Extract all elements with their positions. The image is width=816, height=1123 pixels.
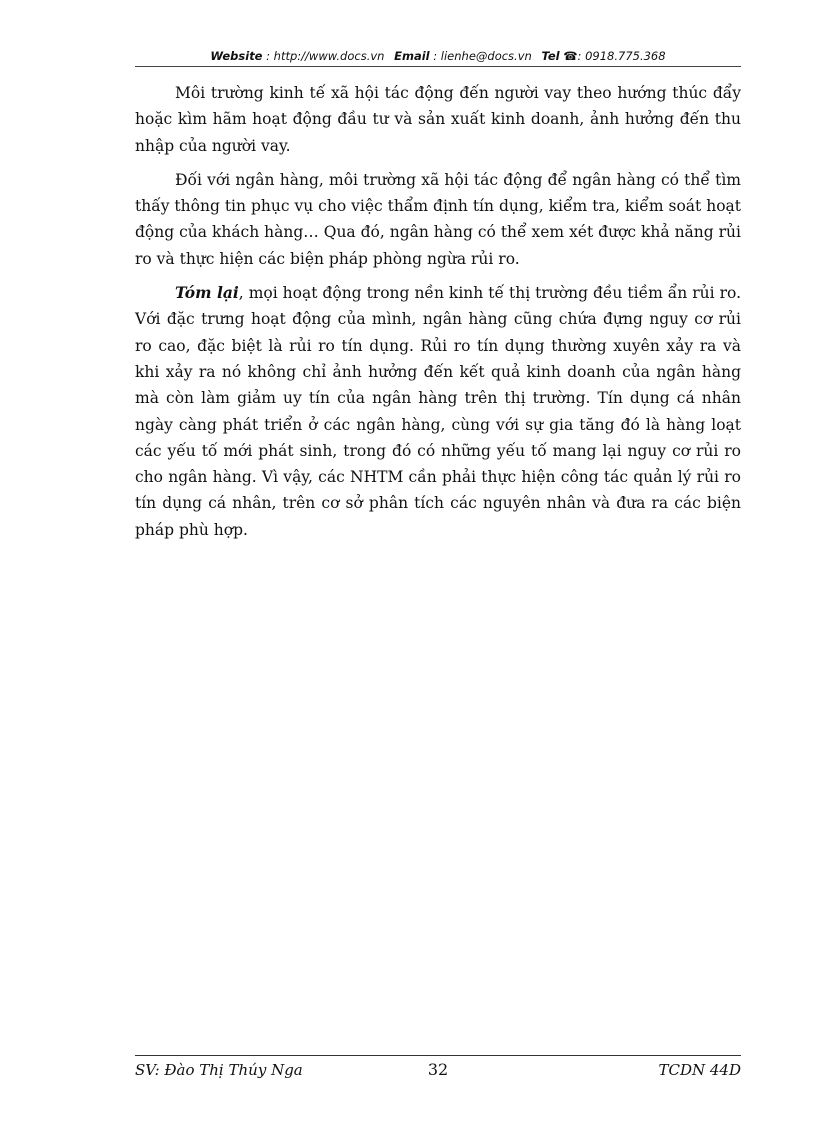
website-label: Website bbox=[210, 49, 263, 63]
paragraph-2: Đối với ngân hàng, môi trường xã hội tác động để ngân hàng có thể tìm thấy thông tin phục vụ cho việc thẩm định tín dụng, kiểm tra, kiểm soát hoạt động của khách hàng… Qua đó, ngân hàng có thể xem xét được khả năng rủi ro và thực hiện các biện pháp phòng ngừa rủi ro. bbox=[135, 170, 741, 268]
website-link[interactable]: : http://www.docs.vn bbox=[262, 49, 389, 63]
paragraph-1: Môi trường kinh tế xã hội tác động đến người vay theo hướng thúc đẩy hoặc kìm hãm hoạt động đầu tư và sản xuất kinh doanh, ảnh hưởng đến thu nhập của người vay. bbox=[135, 84, 741, 155]
tel-label: Tel bbox=[541, 49, 560, 63]
paragraph-3-text: , mọi hoạt động trong nền kinh tế thị trường đều tiềm ẩn rủi ro. Với đặc trưng hoạt động của mình, ngân hàng cũng chứa đựng nguy cơ rủi ro cao, đặc biệt là rủi ro tín dụng. Rủi ro tín dụng thường xuyên xảy ra và khi xảy ra nó không chỉ ảnh hưởng đến kết quả kinh doanh của ngân hàng mà còn làm giảm uy tín của ngân hàng trên thị trường. Tín dụng cá nhân ngày càng phát triển ở các ngân hàng, cùng với sự gia tăng đó là hàng loạt các yếu tố mới phát sinh, trong đó có những yếu tố mang lại nguy cơ rủi ro cho ngân hàng. Vì vậy, các NHTM cần phải thực hiện công tác quản lý rủi ro tín dụng cá nhân, trên cơ sở phân tích các nguyên nhân và đưa ra các biện pháp phù hợp. bbox=[135, 284, 742, 539]
page-number: 32 bbox=[427, 1060, 449, 1079]
paragraph-3-lead: Tóm lại bbox=[175, 283, 239, 303]
phone-icon: ☎ bbox=[563, 49, 578, 63]
page-footer bbox=[135, 1058, 741, 1082]
footer-class-code: TCDN 44D bbox=[658, 1061, 741, 1079]
footer-author: SV: Đào Thị Thúy Nga bbox=[135, 1061, 303, 1079]
tel-value: : 0918.775.368 bbox=[577, 49, 666, 63]
page-header bbox=[135, 46, 741, 67]
paragraph-3 bbox=[135, 280, 741, 543]
email-link[interactable]: : lienhe@docs.vn bbox=[429, 49, 536, 63]
page-body bbox=[135, 80, 741, 551]
email-label: Email bbox=[394, 49, 430, 63]
footer-divider bbox=[135, 1055, 741, 1056]
